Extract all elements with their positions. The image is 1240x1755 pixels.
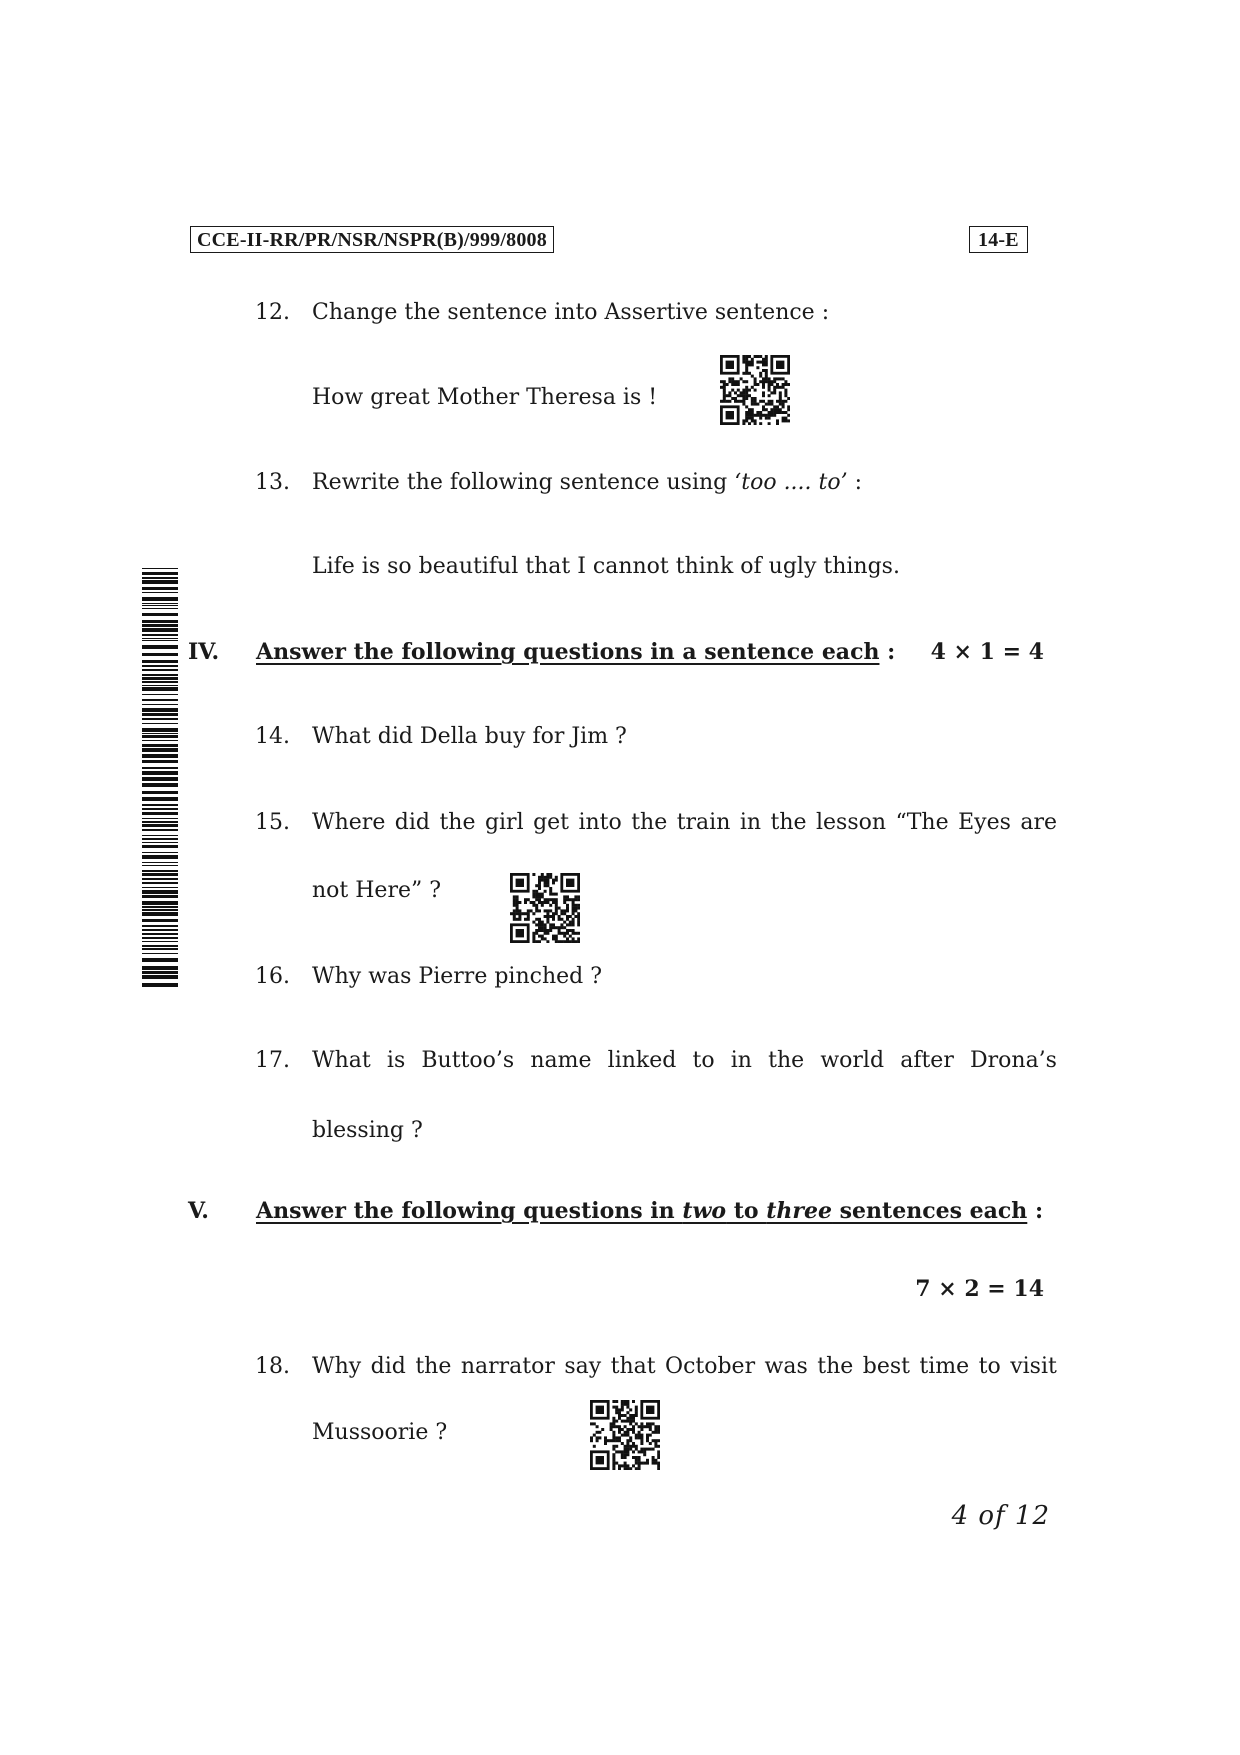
question-text-continued: blessing ?: [312, 1118, 423, 1143]
word: into: [578, 810, 622, 835]
word: visit: [1010, 1354, 1057, 1379]
word: Eyes: [958, 810, 1011, 835]
word: did: [370, 1354, 406, 1379]
question-text: Why was Pierre pinched ?: [312, 964, 603, 989]
word: girl: [484, 810, 524, 835]
word: linked: [607, 1048, 677, 1073]
word: October: [665, 1354, 756, 1379]
word: are: [1020, 810, 1057, 835]
word: did: [394, 810, 430, 835]
question-number: 14.: [255, 724, 290, 749]
section-marks: 7 × 2 = 14: [915, 1276, 1044, 1302]
word: that: [610, 1354, 656, 1379]
word: in: [730, 1048, 752, 1073]
word: the: [768, 1048, 805, 1073]
word: is: [386, 1048, 406, 1073]
question-text-continued: Mussoorie ?: [312, 1420, 448, 1445]
word: What: [312, 1048, 371, 1073]
question-text: [312, 808, 1057, 838]
question-number: 15.: [255, 810, 290, 835]
barcode-icon: [142, 568, 178, 988]
paper-version: 14-E: [969, 226, 1028, 253]
word: the: [631, 810, 668, 835]
word: after: [900, 1048, 954, 1073]
word: say: [564, 1354, 602, 1379]
question-text: [312, 1046, 1057, 1076]
word: the: [415, 1354, 452, 1379]
qr-code-icon: [510, 873, 580, 943]
word: to: [978, 1354, 1001, 1379]
qr-code-icon: [590, 1400, 660, 1470]
qr-code-icon: [720, 355, 790, 425]
question-text: Rewrite the following sentence using ‘too .... to’ :: [312, 470, 863, 495]
word: time: [919, 1354, 970, 1379]
section-label: V.: [188, 1198, 209, 1224]
word: Drona’s: [970, 1048, 1057, 1073]
word: narrator: [460, 1354, 555, 1379]
page-number: 4 of 12: [951, 1501, 1050, 1531]
paper-code: CCE-II-RR/PR/NSR/NSPR(B)/999/8008: [190, 226, 554, 253]
word: the: [817, 1354, 854, 1379]
word: best: [862, 1354, 910, 1379]
word: lesson: [816, 810, 887, 835]
question-number: 12.: [255, 300, 290, 325]
section-label: IV.: [188, 639, 220, 665]
word: to: [692, 1048, 715, 1073]
word: the: [439, 810, 476, 835]
section-marks: 4 × 1 = 4: [930, 639, 1044, 665]
word: name: [530, 1048, 592, 1073]
question-sentence: Life is so beautiful that I cannot think of ugly things.: [312, 554, 900, 579]
question-text-continued: not Here” ?: [312, 878, 442, 903]
word: get: [533, 810, 570, 835]
section-title: Answer the following questions in two to three sentences each :: [256, 1198, 1044, 1224]
question-number: 13.: [255, 470, 290, 495]
word: in: [739, 810, 762, 835]
word: was: [764, 1354, 808, 1379]
question-text: Change the sentence into Assertive sentence :: [312, 300, 830, 325]
question-sentence: How great Mother Theresa is !: [312, 385, 658, 410]
question-number: 16.: [255, 964, 290, 989]
word: “The: [895, 810, 949, 835]
section-title: Answer the following questions in a sentence each :: [256, 639, 896, 665]
word: the: [770, 810, 807, 835]
word: Where: [312, 810, 386, 835]
word: train: [676, 810, 731, 835]
question-text: [312, 1352, 1057, 1382]
word: world: [820, 1048, 885, 1073]
question-number: 18.: [255, 1354, 290, 1379]
word: Buttoo’s: [421, 1048, 515, 1073]
question-number: 17.: [255, 1048, 290, 1073]
word: Why: [312, 1354, 362, 1379]
question-text: What did Della buy for Jim ?: [312, 724, 627, 749]
